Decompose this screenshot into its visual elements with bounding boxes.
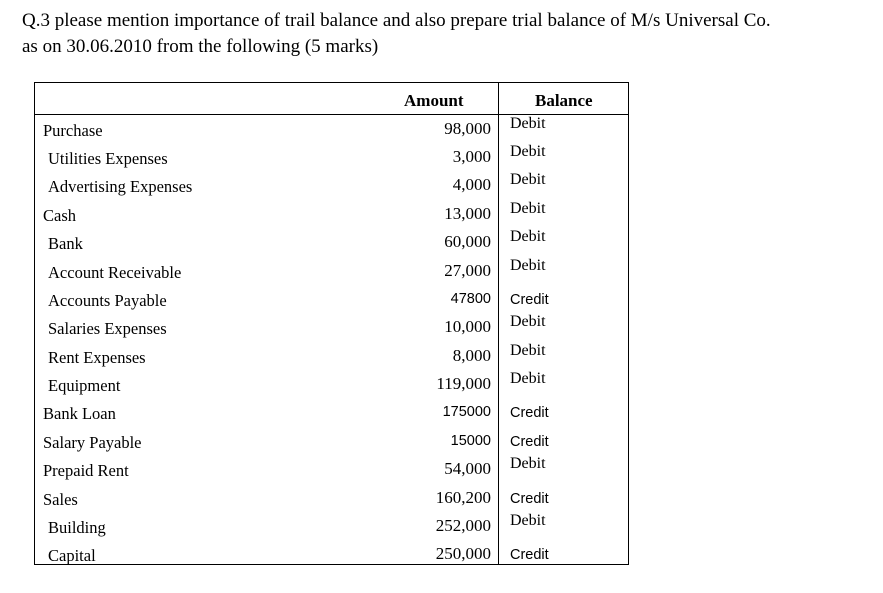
table-row: [35, 257, 628, 289]
table-row: [35, 228, 628, 260]
amount-value: 175000: [442, 404, 491, 420]
account-name: Equipment: [48, 376, 121, 395]
balance-type: Debit: [510, 455, 546, 472]
account-name: Cash: [43, 206, 76, 225]
account-name: Bank: [48, 234, 83, 253]
table-row: [35, 512, 628, 544]
amount-value: 160,200: [435, 488, 491, 507]
table-row: [35, 402, 628, 430]
balance-type: Credit: [510, 292, 549, 308]
balance-type: Credit: [510, 405, 549, 421]
amount-value: 250,000: [435, 544, 491, 563]
balance-type: Debit: [510, 257, 546, 274]
amount-value: 54,000: [444, 459, 491, 478]
balance-type: Credit: [510, 434, 549, 450]
account-name: Salaries Expenses: [48, 319, 167, 338]
balance-type: Debit: [510, 342, 546, 359]
question-line-2: as on 30.06.2010 from the following (5 marks): [22, 36, 379, 57]
trial-balance-table: [34, 82, 629, 565]
header-balance: Balance: [535, 91, 593, 110]
header-amount: Amount: [404, 91, 464, 110]
question-text: [22, 8, 872, 60]
table-row: [35, 455, 628, 487]
table-row: [35, 370, 628, 402]
account-name: Utilities Expenses: [48, 149, 168, 168]
account-name: Sales: [43, 490, 78, 509]
balance-type: Debit: [510, 228, 546, 245]
balance-type: Credit: [510, 491, 549, 507]
balance-type: Debit: [510, 370, 546, 387]
amount-value: 47800: [450, 291, 491, 307]
amount-value: 15000: [450, 433, 491, 449]
account-name: Accounts Payable: [48, 291, 167, 310]
amount-value: 10,000: [444, 317, 491, 336]
balance-type: Debit: [510, 512, 546, 529]
account-name: Capital: [48, 546, 96, 565]
account-name: Prepaid Rent: [43, 461, 129, 480]
amount-value: 252,000: [435, 516, 491, 535]
balance-type: Debit: [510, 313, 546, 330]
amount-value: 8,000: [452, 346, 491, 365]
account-name: Bank Loan: [43, 404, 116, 423]
table-row: [35, 544, 628, 572]
account-name: Rent Expenses: [48, 348, 146, 367]
amount-value: 13,000: [444, 204, 491, 223]
question-line-1: Q.3 please mention importance of trail balance and also prepare trial balance of M/s Universal Co.: [22, 10, 771, 31]
amount-value: 3,000: [452, 147, 491, 166]
account-name: Advertising Expenses: [48, 177, 193, 196]
table-row: [35, 313, 628, 345]
account-name: Building: [48, 518, 106, 537]
amount-value: 4,000: [452, 175, 491, 194]
amount-value: 119,000: [436, 374, 491, 393]
balance-type: Debit: [510, 200, 546, 217]
amount-value: 98,000: [444, 119, 491, 138]
balance-type: Debit: [510, 115, 546, 132]
table-row: [35, 171, 628, 203]
balance-type: Debit: [510, 143, 546, 160]
account-name: Salary Payable: [43, 433, 142, 452]
amount-value: 60,000: [444, 232, 491, 251]
balance-type: Credit: [510, 547, 549, 563]
account-name: Purchase: [43, 121, 103, 140]
balance-type: Debit: [510, 171, 546, 188]
account-name: Account Receivable: [48, 263, 182, 282]
amount-value: 27,000: [444, 261, 491, 280]
